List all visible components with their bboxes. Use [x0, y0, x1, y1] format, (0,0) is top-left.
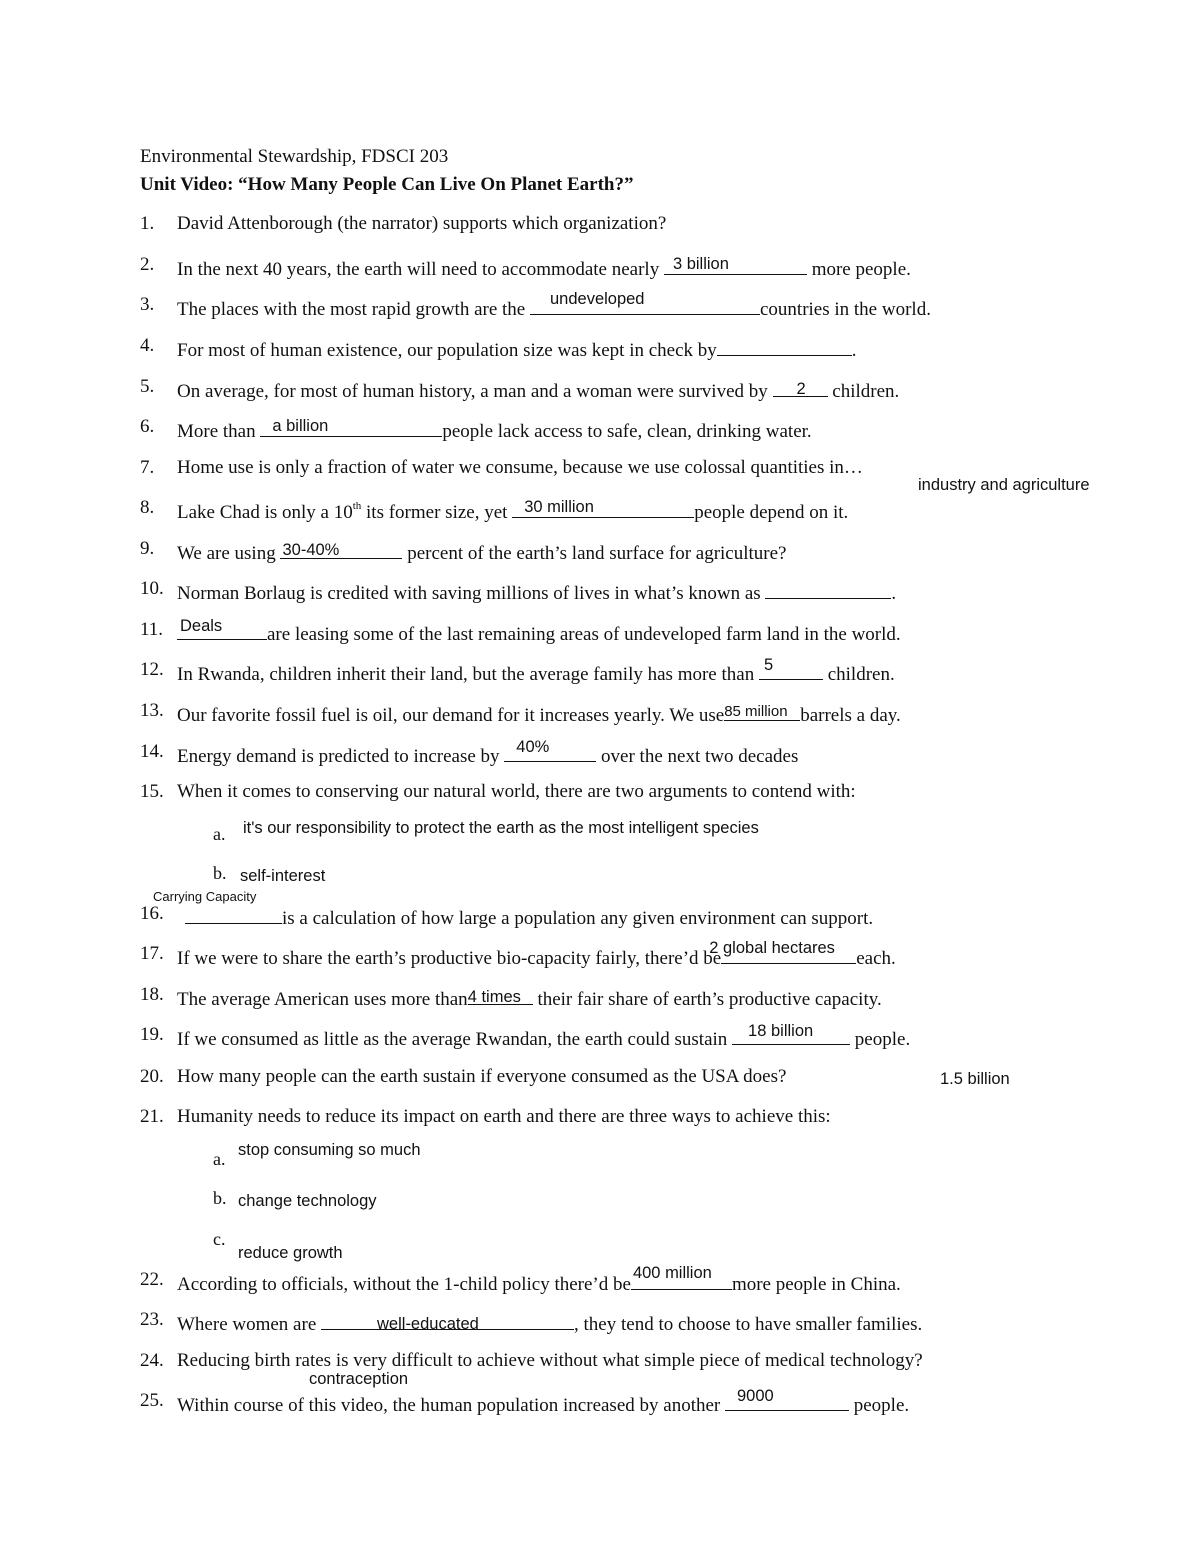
answer-blank[interactable]: Deals	[177, 619, 267, 640]
unit-video-title: Unit Video: “How Many People Can Live On Planet Earth?”	[140, 174, 634, 195]
answer-blank[interactable]: undeveloped	[530, 294, 760, 315]
sub-item-letter: a.	[213, 824, 226, 844]
answer-blank[interactable]: well-educated	[321, 1309, 574, 1330]
answer-blank[interactable]: 2	[773, 376, 828, 397]
sub-item-letter: c.	[213, 1229, 226, 1249]
answer-blank[interactable]	[765, 578, 891, 599]
answer-blank[interactable]: 3 billion	[664, 254, 807, 275]
answer-21c[interactable]: reduce growth	[238, 1244, 343, 1262]
answer-blank[interactable]: 85 million	[724, 700, 800, 721]
answer-blank[interactable]: 9000	[725, 1390, 849, 1411]
answer-blank[interactable]	[717, 335, 852, 356]
answer-16[interactable]: Carrying Capacity	[153, 889, 257, 904]
sub-item-letter: b.	[213, 863, 227, 883]
answer-blank[interactable]: 30 million	[512, 497, 694, 518]
answer-24[interactable]: contraception	[309, 1370, 409, 1388]
answer-20[interactable]: 1.5 billion	[940, 1070, 1010, 1088]
answer-21a[interactable]: stop consuming so much	[238, 1141, 421, 1159]
sub-item-letter: b.	[213, 1188, 227, 1208]
answer-blank[interactable]: 18 billion	[732, 1024, 850, 1045]
answer-blank[interactable]: 5	[759, 659, 823, 680]
sub-item-letter: a.	[213, 1149, 226, 1169]
answer-blank[interactable]: a billion	[260, 416, 442, 437]
answer-blank[interactable]: 2 global hectares	[721, 943, 856, 964]
answer-21b[interactable]: change technology	[238, 1192, 377, 1210]
answer-blank[interactable]: 400 million	[631, 1269, 732, 1290]
course-title: Environmental Stewardship, FDSCI 203	[140, 146, 449, 167]
worksheet-page: Environmental Stewardship, FDSCI 203 Unit Video: “How Many People Can Live On Planet Earth?” 1. David Attenborough (the narrator) supports which organization? 2. In the next 40 years, the earth will need to accommodate nearly 3 billion more people. 3. The places with the most rapid growth are the undeveloped countries in the world. 4. For most of human existence, our population size was kept in check by . 5. On average, for most of human history, a man and a woman were survived by 2 children. 6. More than a billion people lack access to safe, clean, drinking water. 7. Home use is only a fraction of water we consume, because we use colossal quantities in… industry and agriculture 8. Lake Chad is only a 10th its former size, yet 30 million people depend on it. 9. We are using 30-40% percent of the earth’s land surface for agriculture? 10. Norman Borlaug is credited with saving millions of lives in what’s known as . 11. Deals are leasing some of the last remaining areas of undeveloped farm land in the world. 12. In Rwanda, children inherit their land, but the average family has more than 5 children. 13. Our favorite fossil fuel is oil, our demand for it increases yearly. We use 85 million barrels a day. 14. Energy demand is predicted to increase by 40% over the next two decades 15. When it comes to conserving our natural world, there are two arguments to contend with: a. it's our responsibility to protect the earth as the most intelligent species b. self-interest Carrying Capacity 16. is a calculation of how large a population any given environment can support. 17. If we were to share the earth’s productive bio-capacity fairly, there’d be 2 global hectares each. 18. The average American uses more than 4 times their fair share of earth’s productive capacity. 19. If we consumed as little as the average Rwandan, the earth could sustain 18 billion people. 20. How many people can the earth sustain if everyone consumed as the USA does? 1.5 billion 21. Humanity needs to reduce its impact on earth and there are three ways to achieve this: a. stop consuming so much b. change technology c. reduce growth 22. According to officials, without the 1-child policy there’d be 400 million more people in China. 23. Where women are well-educated , they tend to choose to have smaller families. 24. Reducing birth rates is very difficult to achieve without what simple piece of medical technology? contraception 25. Within course of this video, the human population increased by another 9000 people.	[140, 146, 1090, 1416]
answer-15a[interactable]: it's our responsibility to protect the earth as the most intelligent species	[243, 819, 759, 837]
answer-blank[interactable]	[185, 903, 282, 924]
answer-7[interactable]: industry and agriculture	[918, 476, 1090, 494]
answer-blank[interactable]: 4 times	[468, 984, 533, 1005]
answer-15b[interactable]: self-interest	[240, 867, 326, 885]
answer-blank[interactable]: 40%	[504, 741, 596, 762]
answer-blank[interactable]: 30-40%	[280, 538, 402, 559]
